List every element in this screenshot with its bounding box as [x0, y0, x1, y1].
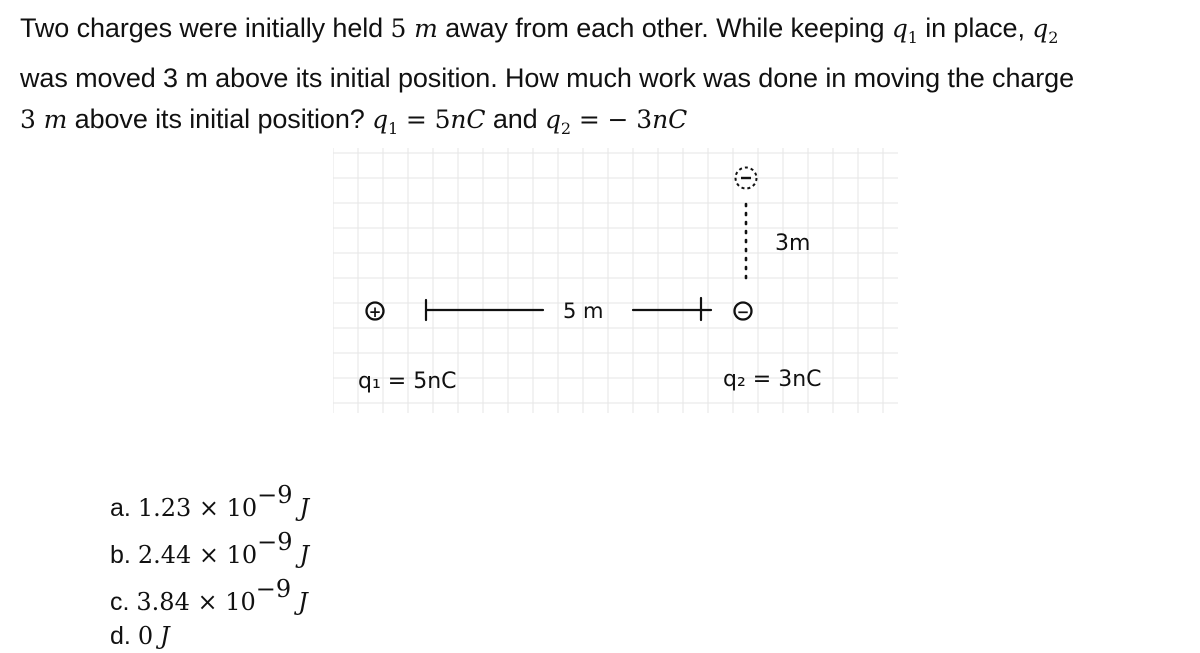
option-times: × — [189, 588, 226, 616]
option-c[interactable] — [110, 572, 309, 619]
question-text-part: and — [485, 104, 546, 134]
question-line-2: was moved 3 m above its initial position. How much work was done in moving the charge — [20, 63, 1075, 93]
option-letter: d. — [110, 622, 131, 650]
option-a[interactable] — [110, 478, 309, 525]
question-text — [20, 8, 1190, 149]
distance-label: 5 m — [563, 299, 604, 323]
math-variable: q — [372, 105, 388, 134]
question-line-3 — [20, 99, 1190, 149]
math-variable: q — [891, 14, 908, 43]
option-unit: J — [299, 494, 310, 522]
option-mantissa: 1.23 — [137, 494, 192, 522]
option-mantissa: 0 — [137, 622, 154, 650]
q1-plus-sign: + — [368, 303, 382, 321]
option-base: 10 — [226, 494, 258, 522]
vertical-distance-label: 3m — [775, 231, 811, 256]
option-times: × — [191, 541, 227, 569]
question-text-part: away from each other. While keeping — [437, 13, 892, 43]
q2-value-label: q₂ = 3nC — [723, 367, 822, 392]
option-unit: J — [298, 588, 308, 616]
math-number: 5 — [390, 14, 407, 43]
math-variable: q — [1032, 14, 1049, 43]
q1-charge — [367, 303, 384, 322]
option-mantissa: 3.84 — [136, 588, 190, 616]
option-letter: a. — [110, 494, 131, 522]
option-d[interactable] — [110, 619, 309, 653]
q2-charge — [735, 303, 752, 322]
question-line-1 — [20, 8, 1190, 58]
math-subscript: 1 — [387, 119, 399, 138]
option-times: × — [191, 494, 227, 522]
question-text-part: in place, — [917, 13, 1033, 43]
option-exponent: −9 — [257, 481, 293, 509]
question-text-part: Two charges were initially held — [20, 13, 391, 43]
option-letter: c. — [110, 588, 130, 616]
option-unit: J — [160, 622, 170, 650]
math-expression: = − 3 — [571, 105, 653, 134]
math-unit: m — [414, 14, 438, 43]
math-unit: nC — [450, 105, 486, 134]
option-exponent: −9 — [257, 528, 293, 556]
q1-value-label: q₁ = 5nC — [358, 369, 457, 394]
answer-options — [110, 478, 309, 653]
math-unit: m — [43, 105, 68, 134]
option-mantissa: 2.44 — [137, 541, 192, 569]
math-subscript: 2 — [560, 119, 572, 138]
math-subscript: 2 — [1048, 28, 1059, 47]
q2-minus-sign: − — [736, 303, 750, 321]
math-variable: q — [545, 105, 561, 134]
diagram-figure — [333, 148, 898, 413]
math-unit: nC — [652, 105, 688, 134]
question-text-part: above its initial position? — [67, 104, 373, 134]
option-base: 10 — [226, 541, 258, 569]
option-b[interactable] — [110, 525, 309, 572]
grid-diagram — [333, 148, 898, 413]
math-expression: = 5 — [398, 105, 451, 134]
math-subscript: 1 — [907, 28, 918, 47]
option-unit: J — [299, 541, 310, 569]
option-letter: b. — [110, 541, 131, 569]
option-base: 10 — [225, 588, 256, 616]
math-number: 3 — [20, 105, 36, 134]
option-exponent: −9 — [255, 575, 292, 603]
